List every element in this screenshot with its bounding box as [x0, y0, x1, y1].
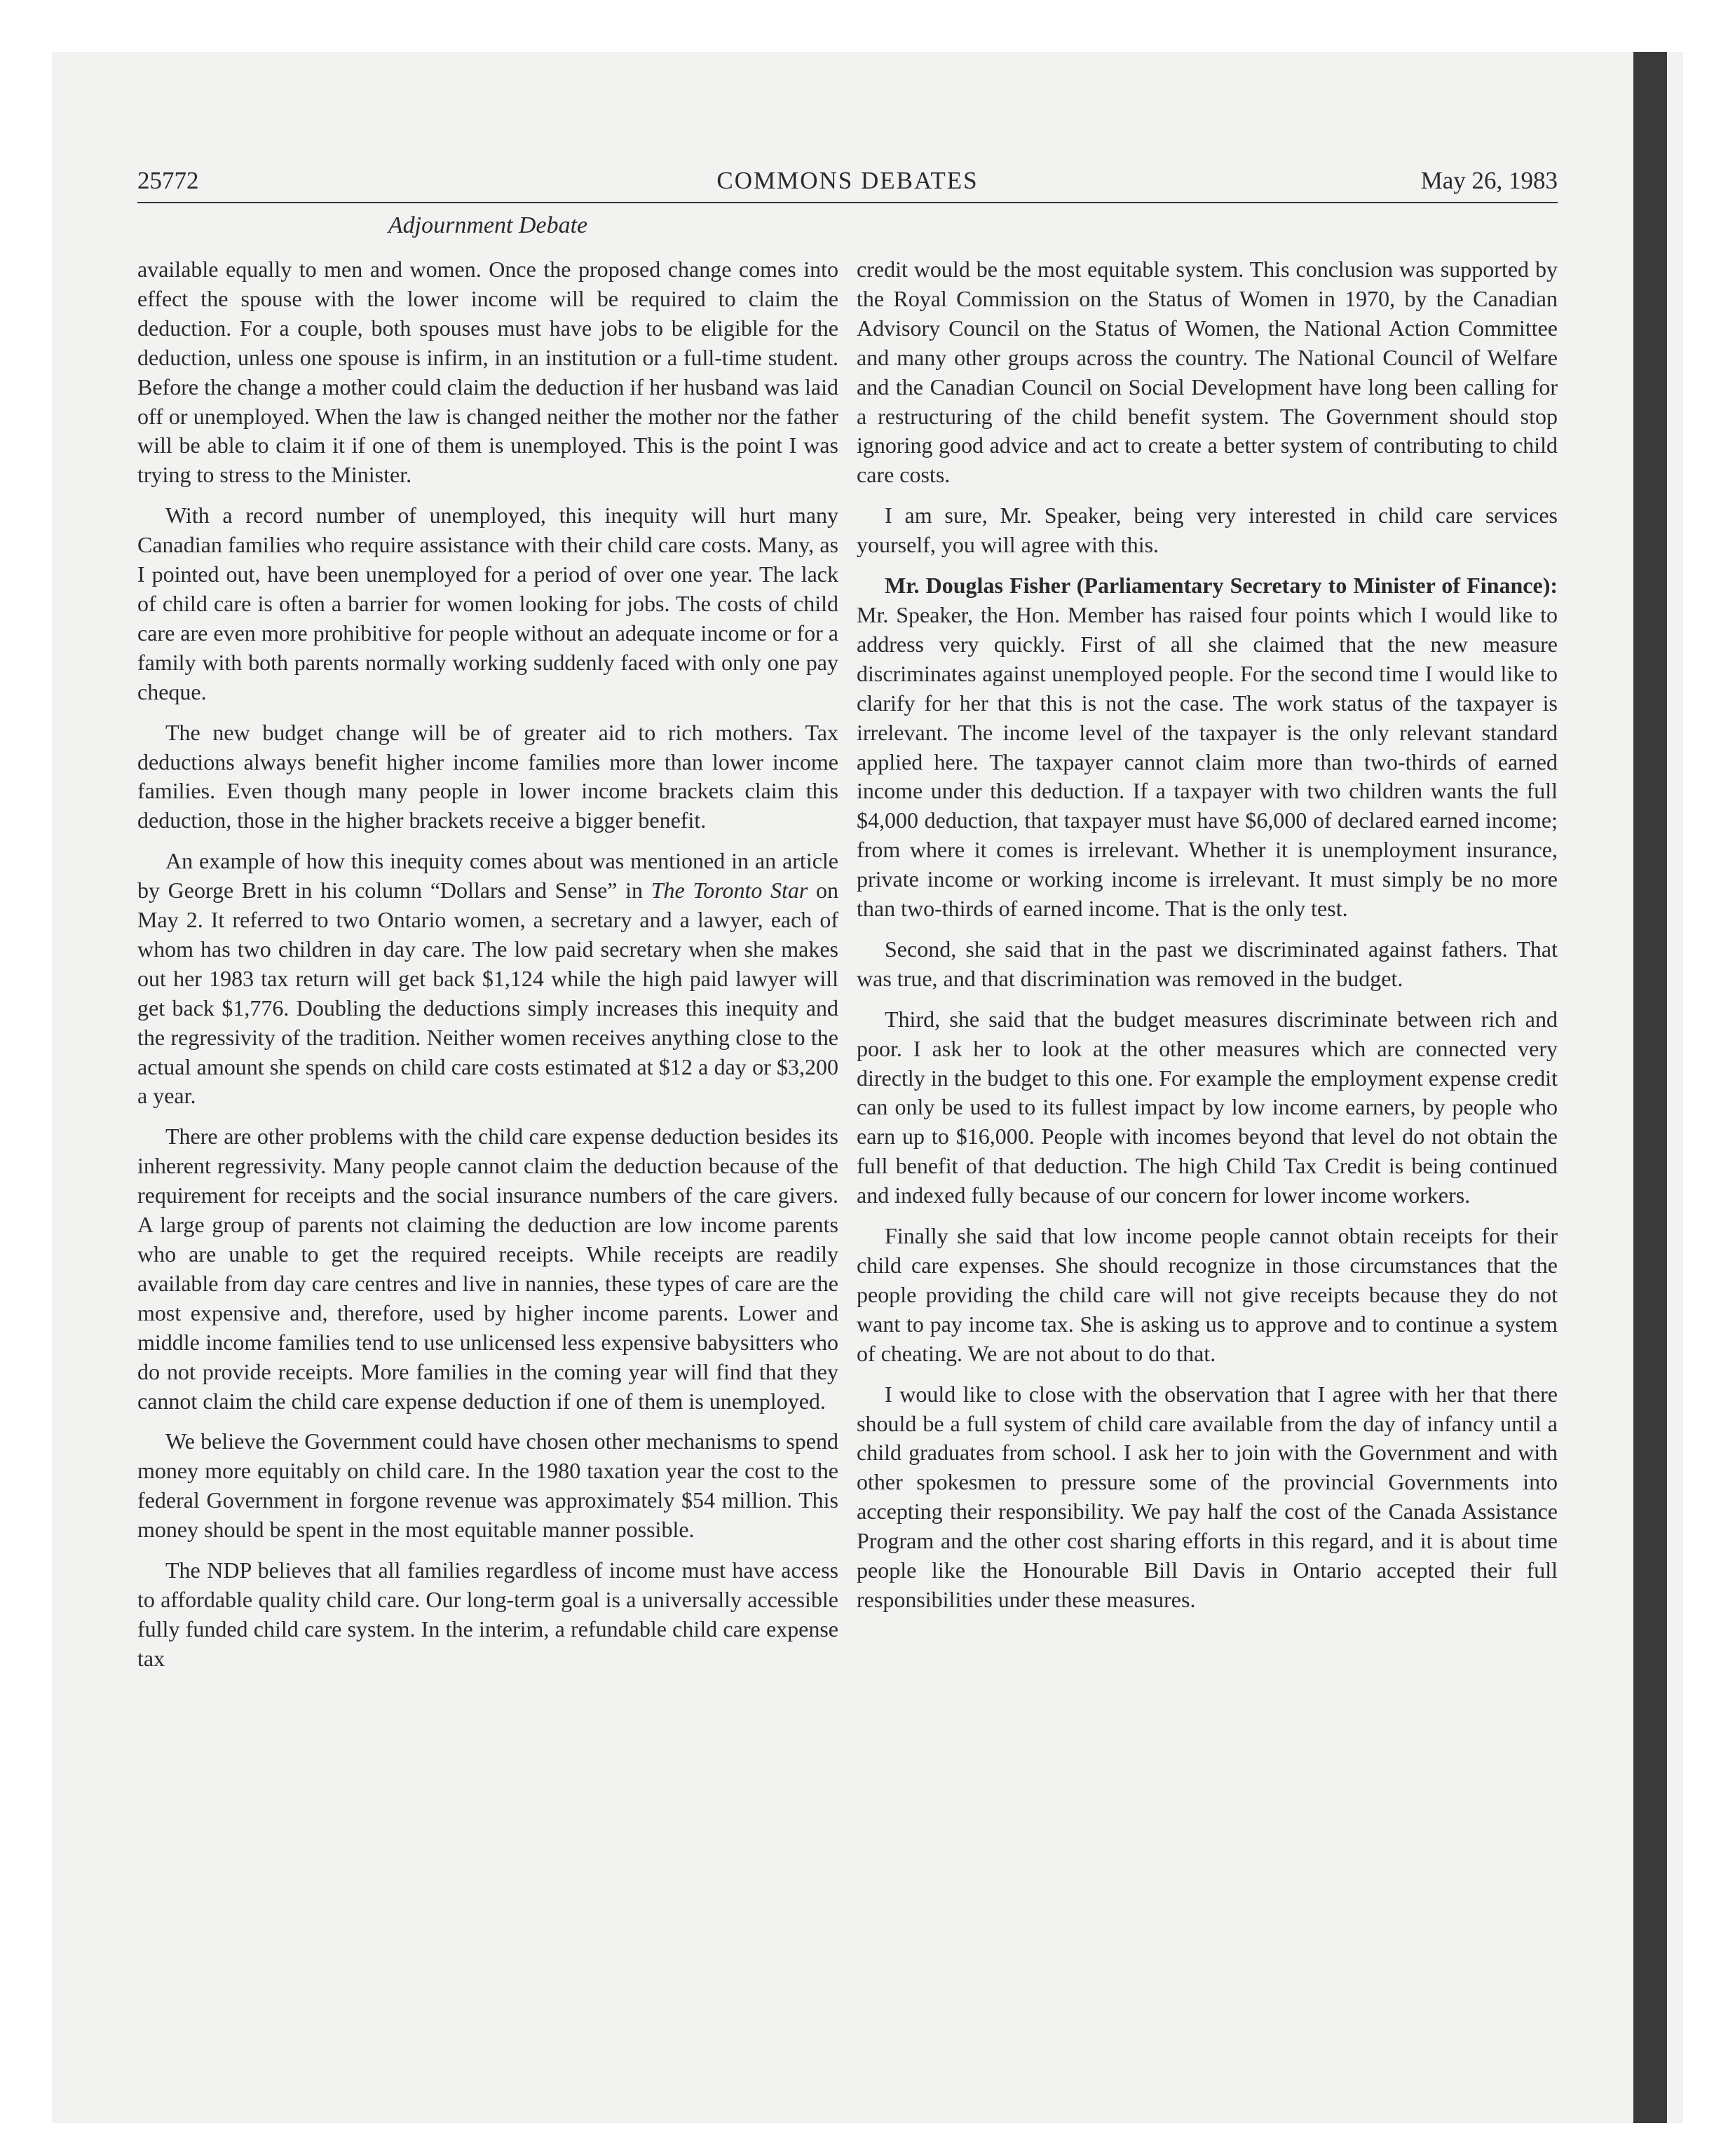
newspaper-name: The Toronto Star — [651, 878, 808, 903]
paragraph-text: An example of how this inequity comes about was mentioned in an article by George Brett in his column “Dollars and Sense” in — [137, 848, 838, 903]
paragraph — [857, 571, 1558, 924]
publication-title: COMMONS DEBATES — [716, 167, 979, 194]
page-number: 25772 — [137, 167, 199, 194]
paragraph: available equally to men and women. Once the proposed change comes into effect the spouse with the lower income will be required to claim the deduction. For a couple, both spouses must have jobs to be eligible for the deduction, unless one spouse is infirm, in an institution or a full-time student. Before the change a mother could claim the deduction if her husband was laid off or unemployed. When the law is changed neither the mother nor the father will be able to claim it if one of them is unemployed. This is the point I was trying to stress to the Minister. — [137, 257, 838, 488]
paragraph-text: Mr. Speaker, the Hon. Member has raised four points which I would like to address very quickly. First of all she claimed that the new measure discriminates against unemployed people. For the second time I would like to clarify for her that this is not the case. The work status of the taxpayer is irrelevant. The income level of the taxpayer is the only relevant standard applied here. The taxpayer cannot claim more than two-thirds of earned income under this deduction. If a taxpayer with two children wants the full $4,000 deduction, that taxpayer must have $6,000 of declared earned income; from where it comes is irrelevant. Whether it is unemployment insurance, private income or working income is irrelevant. It must simply be no more than two-thirds of earned income. That is the only test. — [857, 601, 1558, 922]
speaker-name: Mr. Douglas Fisher (Parliamentary Secretary to Minister of Finance): — [885, 573, 1558, 599]
paragraph: The new budget change will be of greater aid to rich mothers. Tax deductions always benefit higher income families more than lower income families. Even though many people in lower income brackets claim this deduction, those in the higher brackets receive a bigger benefit. — [137, 719, 838, 833]
paragraph-text: on May 2. It referred to two Ontario women, a secretary and a lawyer, each of whom has two children in day care. The low paid secretary when she makes out her 1983 tax return will get back $1,124 while the high paid lawyer will get back $1,776. Doubling the deductions simply increases this inequity and the regressivity of the tradition. Neither women receives anything close to the actual amount she spends on child care costs estimated at $12 a day or $3,200 a year. — [137, 878, 839, 1109]
paragraph: There are other problems with the child care expense deduction besides its inherent regressivity. Many people cannot claim the deduction because of the requirement for receipts and the social insurance numbers of the care givers. A large group of parents not claiming the deduction are low income parents who are unable to get the required receipts. While receipts are readily available from day care centres and live in nannies, these types of care are the most expensive and, therefore, used by higher income parents. Lower and middle income families tend to use unlicensed less expensive babysitters who do not provide receipts. More families in the coming year will find that they cannot claim the child care expense deduction if one of them is unemployed. — [137, 1124, 838, 1414]
paragraph: credit would be the most equitable system. This conclusion was supported by the Royal Commission on the Status of Women in 1970, by the Canadian Advisory Council on the Status of Women, the National Action Committee and many other groups across the country. The National Council of Welfare and the Canadian Council on Social Development have long been calling for a restructuring of the child benefit system. The Government should stop ignoring good advice and act to create a better system of contributing to child care costs. — [857, 257, 1558, 488]
section-title: Adjournment Debate — [388, 212, 588, 238]
paragraph: Finally she said that low income people cannot obtain receipts for their child care expenses. She should recognize in those circumstances that the people providing the child care will not give receipts because they do not want to pay income tax. She is asking us to approve and to continue a system of cheating. We are not about to do that. — [857, 1223, 1558, 1366]
right-column — [857, 255, 1558, 1626]
paragraph: We believe the Government could have chosen other mechanisms to spend money more equitably on child care. In the 1980 taxation year the cost to the federal Government in forgone revenue was approximately $54 million. This money should be spent in the most equitable manner possible. — [137, 1428, 838, 1543]
page-header — [137, 165, 1558, 203]
paragraph: I am sure, Mr. Speaker, being very interested in child care services yourself, you will agree with this. — [857, 503, 1558, 558]
page-date: May 26, 1983 — [1420, 167, 1558, 194]
paragraph: The NDP believes that all families regardless of income must have access to affordable quality child care. Our long-term goal is a universally accessible fully funded child care system. In the interim, a refundable child care expense tax — [137, 1557, 838, 1671]
paragraph: With a record number of unemployed, this inequity will hurt many Canadian families who require assistance with their child care costs. Many, as I pointed out, have been unemployed for a period of over one year. The lack of child care is often a barrier for women looking for jobs. The costs of child care are even more prohibitive for people without an adequate income or for a family with both parents normally working suddenly faced with only one pay cheque. — [137, 503, 838, 704]
paragraph: Third, she said that the budget measures discriminate between rich and poor. I ask her to look at the other measures which are connected very directly in the budget to this one. For example the employment expense credit can only be used to its fullest impact by low income earners, by people who earn up to $16,000. People with incomes beyond that level do not obtain the full benefit of that deduction. The high Child Tax Credit is being continued and indexed fully because of our concern for lower income workers. — [857, 1006, 1558, 1208]
paragraph — [137, 847, 838, 1111]
left-column — [137, 255, 838, 1685]
paragraph: I would like to close with the observation that I agree with her that there should be a full system of child care available from the day of infancy until a child graduates from school. I ask her to join with the Government and with other spokesmen to pressure some of the provincial Governments into accepting their responsibility. We pay half the cost of the Canada Assistance Program and the other cost sharing efforts in this regard, and it is about time people like the Honourable Bill Davis in Ontario accepted their full responsibilities under these measures. — [857, 1381, 1558, 1612]
scan-edge — [1633, 52, 1667, 2123]
paragraph: Second, she said that in the past we discriminated against fathers. That was true, and that discrimination was removed in the budget. — [857, 936, 1558, 991]
